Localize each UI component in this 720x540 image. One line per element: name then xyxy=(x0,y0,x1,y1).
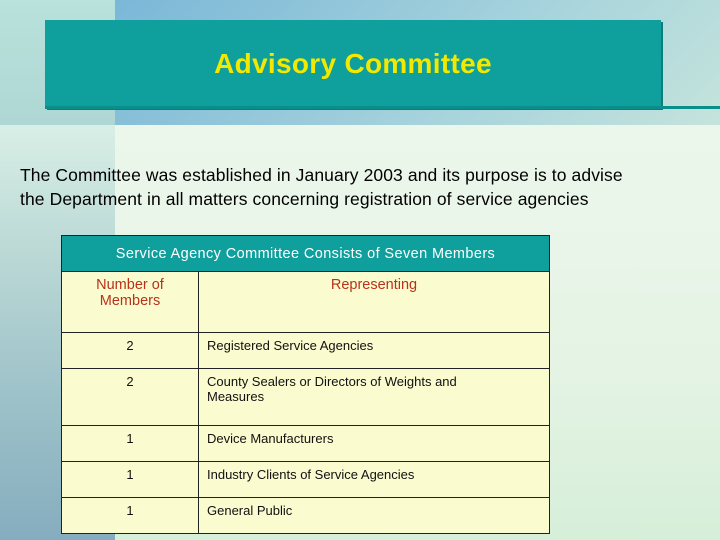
member-count: 2 xyxy=(62,333,199,369)
column-header-number-line-1: Number of xyxy=(96,277,164,293)
table-row xyxy=(62,462,550,498)
intro-line-1: The Committee was established in January 2003 and its purpose is to advise xyxy=(20,165,623,185)
column-header-number xyxy=(62,272,199,333)
representing-cell: General Public xyxy=(199,498,550,534)
representing-cell xyxy=(199,369,550,426)
intro-line-2: the Department in all matters concerning registration of service agencies xyxy=(20,189,589,209)
representing-line-2: Measures xyxy=(207,389,265,404)
table-header-row xyxy=(62,236,550,272)
member-count: 2 xyxy=(62,369,199,426)
column-header-number-line-2: Members xyxy=(99,293,161,309)
representing-cell: Industry Clients of Service Agencies xyxy=(199,462,550,498)
title-underline xyxy=(45,106,720,109)
representing-cell: Registered Service Agencies xyxy=(199,333,550,369)
committee-table xyxy=(61,235,550,534)
table-row xyxy=(62,369,550,426)
column-header-representing: Representing xyxy=(199,272,550,333)
representing-cell: Device Manufacturers xyxy=(199,426,550,462)
member-count: 1 xyxy=(62,498,199,534)
intro-paragraph xyxy=(20,163,710,211)
slide-title: Advisory Committee xyxy=(214,48,492,79)
table-row xyxy=(62,333,550,369)
member-count: 1 xyxy=(62,462,199,498)
column-header-row xyxy=(62,272,550,333)
member-count: 1 xyxy=(62,426,199,462)
table-row xyxy=(62,426,550,462)
representing-line-1: County Sealers or Directors of Weights and xyxy=(207,374,457,389)
title-bar xyxy=(45,20,661,108)
table-row xyxy=(62,498,550,534)
table-header: Service Agency Committee Consists of Seven Members xyxy=(62,236,550,272)
